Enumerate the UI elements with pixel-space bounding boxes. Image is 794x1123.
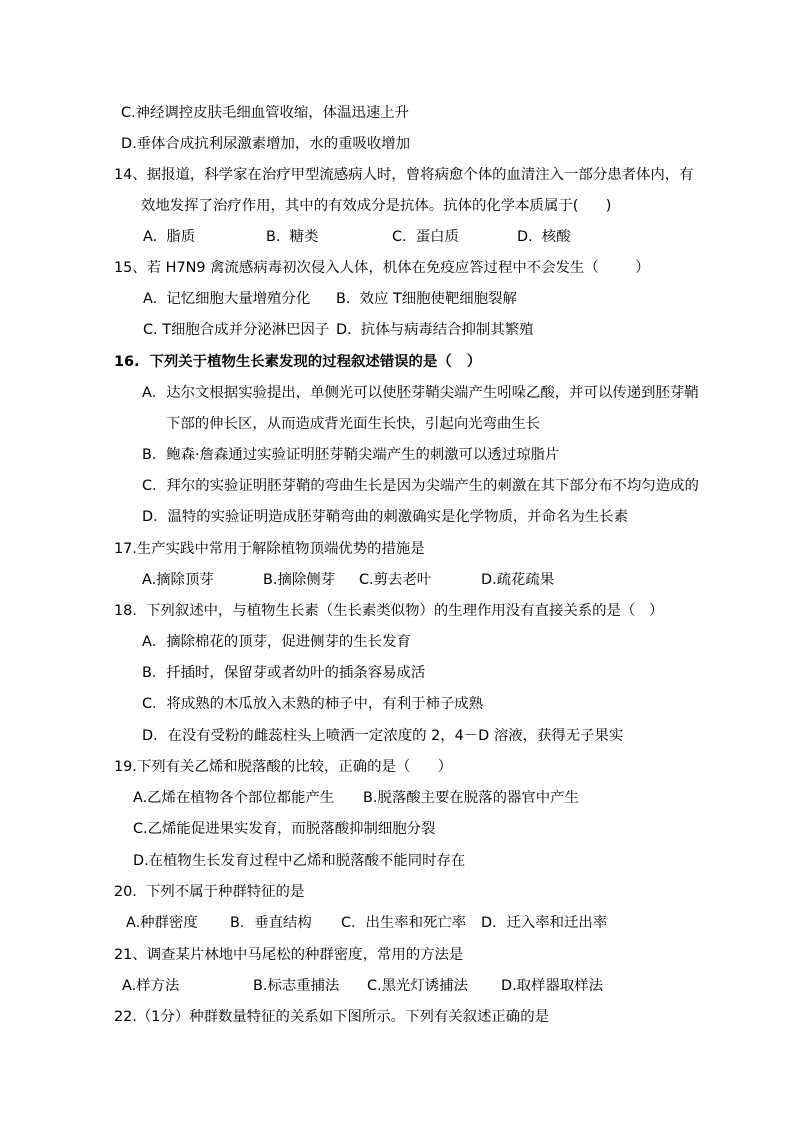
q13-option-c: C.神经调控皮肤毛细血管收缩，体温迅速上升 (121, 105, 410, 121)
q21-stem: 21、调查某片林地中马尾松的种群密度，常用的方法是 (114, 947, 464, 963)
q17-option-a: A.摘除顶芽 (142, 572, 214, 588)
q21-option-b: B.标志重捕法 (253, 978, 340, 994)
q14-stem-line1: 14、据报道，科学家在治疗甲型流感病人时，曾将病愈个体的血清注入一部分患者体内，有 (114, 167, 694, 183)
q19-option-c: C.乙烯能促进果实发育，而脱落酸抑制细胞分裂 (133, 821, 436, 837)
q14-options (0, 228, 794, 246)
q16-option-c: C．拜尔的实验证明胚芽鞘的弯曲生长是因为尖端产生的刺激在其下部分布不均匀造成的 (142, 478, 699, 494)
q15-option-d: D. 抗体与病毒结合抑制其繁殖 (336, 322, 534, 338)
q16-option-a-line2: 下部的伸长区，从而造成背光面生长快，引起向光弯曲生长 (166, 416, 541, 432)
q19-stem: 19.下列有关乙烯和脱落酸的比较，正确的是（ ） (114, 759, 453, 775)
q21-option-a: A.样方法 (122, 978, 180, 994)
q18-option-a: A．摘除棉花的顶芽，促进侧芽的生长发育 (142, 634, 411, 650)
q16-option-d: D．温特的实验证明造成胚芽鞘弯曲的刺激确实是化学物质，并命名为生长素 (142, 509, 628, 525)
q14-option-c: C. 蛋白质 (392, 229, 459, 245)
q22-stem: 22.（1分）种群数量特征的关系如下图所示。下列有关叙述正确的是 (114, 1009, 549, 1025)
q21-option-d: D.取样器取样法 (501, 978, 603, 994)
q13-option-d: D.垂体合成抗利尿激素增加，水的重吸收增加 (121, 136, 411, 152)
q20-option-c: C．出生率和死亡率 (341, 915, 467, 931)
q17-option-c: C.剪去老叶 (359, 572, 432, 588)
q17-option-b: B.摘除侧芽 (263, 572, 336, 588)
q18-stem: 18. 下列叙述中，与植物生长素（生长素类似物）的生理作用没有直接关系的是（ ） (114, 603, 664, 619)
q19-option-d: D.在植物生长发育过程中乙烯和脱落酸不能同时存在 (133, 853, 466, 869)
q20-option-b: B．垂直结构 (230, 915, 312, 931)
q15-options-ab (0, 290, 794, 308)
q21-option-c: C.黑光灯诱捕法 (367, 978, 468, 994)
q14-stem-line2: 效地发挥了治疗作用，其中的有效成分是抗体。抗体的化学本质属于( ) (141, 198, 612, 214)
q16-stem: 16. 下列关于植物生长素发现的过程叙述错误的是（ ） (114, 354, 482, 370)
q15-stem: 15、若 H7N9 禽流感病毒初次侵入人体，机体在免疫应答过程中不会发生（ ） (114, 260, 650, 276)
q17-stem: 17.生产实践中常用于解除植物顶端优势的措施是 (114, 541, 425, 557)
q18-option-d: D．在没有受粉的雌蕊柱头上喷洒一定浓度的 2，4－D 溶液，获得无子果实 (142, 728, 624, 744)
q17-options (0, 571, 794, 589)
q19-option-b: B.脱落酸主要在脱落的器官中产生 (363, 790, 579, 806)
q16-option-a-line1: A．达尔文根据实验提出，单侧光可以使胚芽鞘尖端产生吲哚乙酸，并可以传递到胚芽鞘 (142, 385, 699, 401)
q18-option-c: C．将成熟的木瓜放入未熟的柿子中，有利于柿子成熟 (142, 696, 484, 712)
q18-option-b: B．扦插时，保留芽或者幼叶的插条容易成活 (142, 665, 426, 681)
q14-option-d: D. 核酸 (517, 229, 571, 245)
q14-option-b: B. 糖类 (266, 229, 319, 245)
q19-options-ab (0, 789, 794, 807)
q20-option-d: D．迁入率和迁出率 (481, 915, 608, 931)
q17-option-d: D.疏花疏果 (481, 572, 555, 588)
q14-option-a: A. 脂质 (143, 229, 196, 245)
q15-options-cd (0, 321, 794, 339)
q19-option-a: A.乙烯在植物各个部位都能产生 (133, 790, 335, 806)
q15-option-a: A. 记忆细胞大量增殖分化 (143, 291, 311, 307)
q16-option-b: B．鲍森·詹森通过实验证明胚芽鞘尖端产生的刺激可以透过琼脂片 (142, 447, 560, 463)
q20-stem: 20. 下列不属于种群特征的是 (114, 884, 305, 900)
q20-options (0, 914, 794, 932)
q15-option-b: B. 效应 T细胞使靶细胞裂解 (336, 291, 517, 307)
q21-options (0, 977, 794, 995)
q15-option-c: C. T细胞合成并分泌淋巴因子 (143, 322, 330, 338)
q20-option-a: A.种群密度 (126, 915, 198, 931)
